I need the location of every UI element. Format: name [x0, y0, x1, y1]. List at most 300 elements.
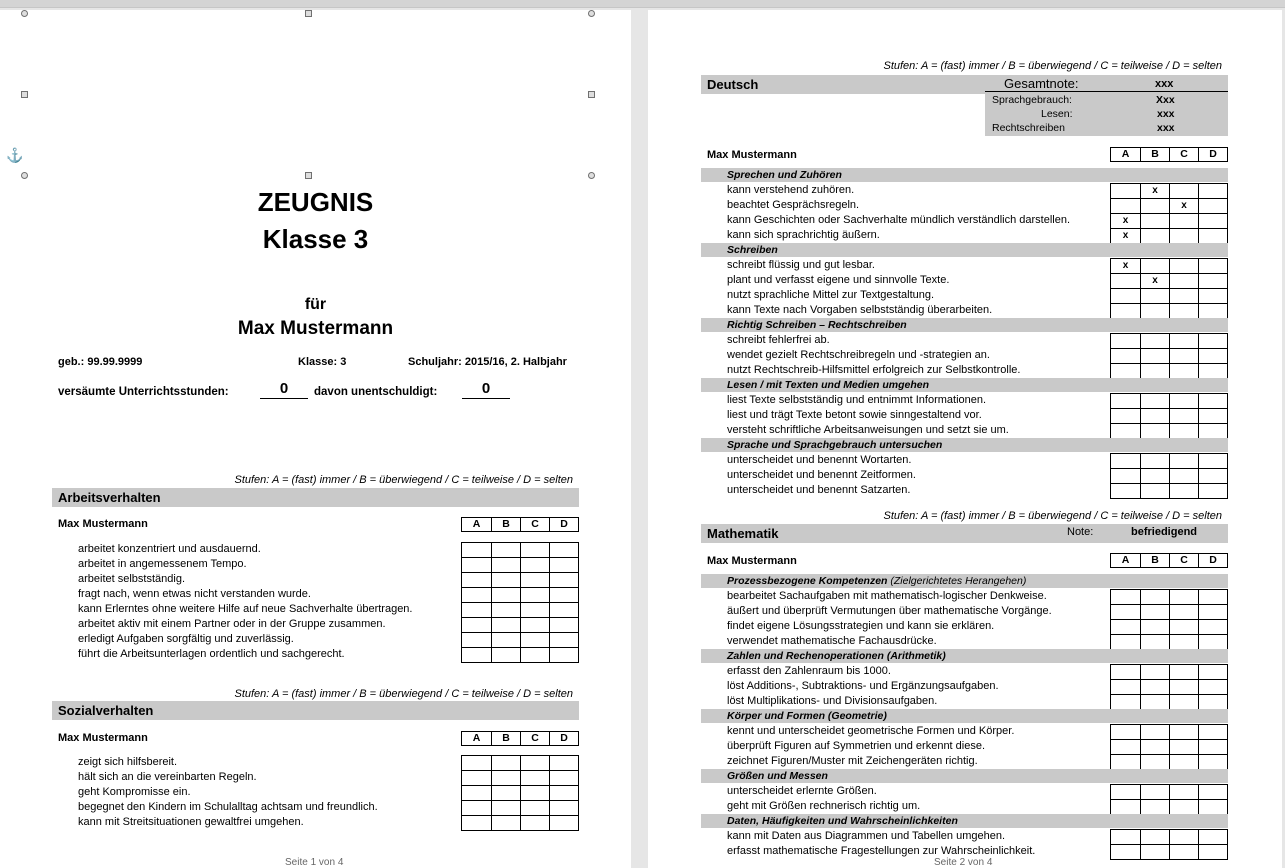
grade-header-a: A	[1121, 148, 1130, 160]
scale-legend: Stufen: A = (fast) immer / B = überwiegend / C = teilweise / D = selten	[234, 688, 573, 700]
grade-cell-b[interactable]	[1140, 259, 1169, 273]
grade-cell-b[interactable]	[1140, 409, 1169, 423]
grade-header-c: C	[1169, 554, 1198, 567]
grade-header	[461, 731, 579, 746]
grade-grid	[1110, 664, 1228, 710]
criterion-text: arbeitet in angemessenem Tempo.	[78, 558, 247, 570]
grade-cell-d[interactable]	[549, 543, 578, 557]
category-header	[701, 649, 1228, 663]
math-grade-label: Note:	[1067, 526, 1094, 538]
grade-cell-c[interactable]	[1169, 334, 1198, 348]
criterion-text: liest Texte selbstständig und entnimmt Informationen.	[727, 394, 987, 406]
grade-cell-a[interactable]: x	[1122, 230, 1129, 241]
grade-cell-b[interactable]	[491, 756, 520, 770]
grade-cell-b[interactable]	[1140, 635, 1169, 649]
grade-cell-a[interactable]	[1111, 590, 1140, 604]
grade-cell-b[interactable]	[491, 801, 520, 815]
criterion-text: arbeitet selbstständig.	[78, 573, 186, 585]
grade-grid	[1110, 258, 1228, 319]
grade-cell-a[interactable]	[1111, 605, 1140, 619]
grade-cell-b[interactable]	[491, 771, 520, 785]
grade-cell-d[interactable]	[1198, 605, 1227, 619]
grade-cell-c[interactable]	[1169, 364, 1198, 378]
grade-cell-a[interactable]	[1111, 800, 1140, 814]
grade-cell-c[interactable]	[520, 633, 549, 647]
grade-cell-d[interactable]	[1198, 620, 1227, 634]
grade-cell-d[interactable]	[1198, 304, 1227, 318]
grade-cell-d[interactable]	[549, 801, 578, 815]
grade-cell-b[interactable]	[1140, 620, 1169, 634]
grade-cell-a[interactable]	[1111, 454, 1140, 468]
subgrade-value: Xxx	[1156, 94, 1175, 106]
resize-handle-right[interactable]	[588, 91, 595, 98]
category-title: Prozessbezogene Kompetenzen	[727, 575, 888, 587]
grade-cell-c[interactable]	[520, 801, 549, 815]
for-label: für	[304, 296, 327, 313]
grade-row	[1111, 800, 1227, 815]
grade-cell-a[interactable]	[462, 633, 491, 647]
class-info: Klasse: 3	[298, 356, 347, 368]
resize-handle-bottom-right[interactable]	[588, 172, 595, 179]
criterion-text: unterscheidet erlernte Größen.	[727, 785, 877, 797]
resize-handle-bottom-left[interactable]	[21, 172, 28, 179]
grade-cell-c[interactable]	[1169, 785, 1198, 799]
grade-cell-a[interactable]	[462, 648, 491, 662]
subgrade-label: Lesen:	[1041, 108, 1073, 120]
grade-row	[462, 573, 578, 588]
criterion-text: äußert und überprüft Vermutungen über mathematische Vorgänge.	[727, 605, 1052, 617]
category-header	[701, 438, 1228, 452]
grade-header-c: C	[520, 732, 549, 745]
grade-cell-c[interactable]	[1169, 695, 1198, 709]
grade-cell-a[interactable]	[462, 573, 491, 587]
document-page-1	[0, 10, 631, 868]
grade-cell-b[interactable]	[1140, 394, 1169, 408]
criterion-text: geht Kompromisse ein.	[78, 786, 191, 798]
criterion-text: zeigt sich hilfsbereit.	[78, 756, 178, 768]
grade-row	[462, 756, 578, 771]
grade-cell-c[interactable]	[520, 543, 549, 557]
resize-handle-top-left[interactable]	[21, 10, 28, 17]
category-title: Schreiben	[727, 244, 778, 256]
grade-cell-a[interactable]	[462, 786, 491, 800]
grade-cell-d[interactable]	[1198, 229, 1227, 243]
grade-cell-b[interactable]	[1140, 424, 1169, 438]
grade-cell-c[interactable]	[1169, 740, 1198, 754]
overall-grade-value: xxx	[1155, 78, 1174, 90]
grade-cell-a[interactable]	[1111, 364, 1140, 378]
grade-cell-c[interactable]	[520, 573, 549, 587]
grade-cell-b[interactable]	[1140, 845, 1169, 859]
grade-cell-c[interactable]	[520, 603, 549, 617]
grade-header-a: A	[472, 518, 481, 530]
criterion-text: arbeitet aktiv mit einem Partner oder in der Gruppe zusammen.	[78, 618, 386, 630]
grade-cell-d[interactable]	[1198, 364, 1227, 378]
grade-cell-b[interactable]	[491, 633, 520, 647]
grade-cell-c[interactable]	[1169, 605, 1198, 619]
grade-cell-b[interactable]	[1140, 454, 1169, 468]
criterion-text: erledigt Aufgaben sorgfältig und zuverlässig.	[78, 633, 294, 645]
grade-cell-b[interactable]	[491, 543, 520, 557]
grade-cell-a[interactable]	[1111, 830, 1140, 844]
criterion-text: wendet gezielt Rechtschreibregeln und -strategien an.	[727, 349, 990, 361]
grade-cell-a[interactable]	[1111, 289, 1140, 303]
grade-row	[1111, 184, 1227, 199]
grade-cell-b[interactable]	[1140, 740, 1169, 754]
criterion-text: erfasst mathematische Fragestellungen zur Wahrscheinlichkeit.	[727, 845, 1036, 857]
grade-cell-a[interactable]	[1111, 484, 1140, 498]
grade-cell-b[interactable]	[1140, 605, 1169, 619]
grade-cell-a[interactable]	[1111, 695, 1140, 709]
grade-cell-d[interactable]	[1198, 199, 1227, 213]
grade-cell-d[interactable]	[1198, 424, 1227, 438]
grade-cell-b[interactable]	[491, 603, 520, 617]
grade-cell-a[interactable]	[1111, 184, 1140, 198]
grade-cell-d[interactable]	[1198, 289, 1227, 303]
criterion-text: unterscheidet und benennt Wortarten.	[727, 454, 912, 466]
grade-cell-a[interactable]	[1111, 409, 1140, 423]
grade-cell-b[interactable]	[1140, 680, 1169, 694]
grade-cell-a[interactable]	[1111, 349, 1140, 363]
grade-row	[1111, 424, 1227, 439]
grade-cell-c[interactable]	[520, 771, 549, 785]
grade-cell-b[interactable]	[491, 573, 520, 587]
grade-cell-c[interactable]	[1169, 409, 1198, 423]
grade-cell-b[interactable]	[1140, 785, 1169, 799]
grade-row	[462, 633, 578, 648]
section-student-name: Max Mustermann	[58, 518, 148, 530]
grade-cell-a[interactable]	[462, 588, 491, 602]
missed-lessons-label: versäumte Unterrichtsstunden:	[58, 386, 229, 398]
grade-cell-d[interactable]	[549, 648, 578, 662]
grade-cell-c[interactable]	[520, 588, 549, 602]
grade-cell-d[interactable]	[549, 573, 578, 587]
grade-cell-c[interactable]	[520, 756, 549, 770]
grade-cell-a[interactable]	[1111, 665, 1140, 679]
grade-header-d: D	[549, 518, 578, 531]
grade-cell-d[interactable]	[1198, 680, 1227, 694]
grade-row	[462, 558, 578, 573]
grade-cell-b[interactable]	[1140, 349, 1169, 363]
grade-cell-b[interactable]	[1140, 800, 1169, 814]
category-title: Zahlen und Rechenoperationen (Arithmetik)	[727, 650, 946, 662]
grade-cell-d[interactable]	[549, 558, 578, 572]
grade-row	[1111, 620, 1227, 635]
grade-cell-d[interactable]	[1198, 785, 1227, 799]
grade-cell-d[interactable]	[1198, 830, 1227, 844]
grade-cell-d[interactable]	[1198, 755, 1227, 769]
grade-cell-d[interactable]	[549, 603, 578, 617]
criterion-text: verwendet mathematische Fachausdrücke.	[727, 635, 937, 647]
grade-cell-a[interactable]	[1111, 334, 1140, 348]
grade-cell-a[interactable]	[462, 543, 491, 557]
grade-row	[1111, 409, 1227, 424]
grade-cell-c[interactable]	[1169, 349, 1198, 363]
grade-cell-c[interactable]	[1169, 484, 1198, 498]
grade-cell-a[interactable]: x	[1122, 215, 1129, 226]
grade-cell-a[interactable]	[1111, 304, 1140, 318]
grade-cell-d[interactable]	[1198, 740, 1227, 754]
grade-cell-c[interactable]	[1169, 590, 1198, 604]
criterion-text: erfasst den Zahlenraum bis 1000.	[727, 665, 891, 677]
page-footer: Seite 2 von 4	[934, 857, 993, 868]
grade-cell-d[interactable]	[1198, 274, 1227, 288]
grade-cell-d[interactable]	[1198, 725, 1227, 739]
grade-cell-a[interactable]: x	[1122, 260, 1129, 271]
grade-cell-c[interactable]	[1169, 454, 1198, 468]
grade-cell-b[interactable]	[1140, 289, 1169, 303]
grade-cell-c[interactable]	[520, 816, 549, 830]
grade-row	[1111, 484, 1227, 499]
grade-row	[462, 801, 578, 816]
grade-row	[1111, 394, 1227, 409]
grade-cell-b[interactable]	[1140, 755, 1169, 769]
criterion-text: unterscheidet und benennt Satzarten.	[727, 484, 911, 496]
grade-cell-c[interactable]	[1169, 229, 1198, 243]
grade-cell-d[interactable]	[1198, 394, 1227, 408]
grade-row	[1111, 695, 1227, 710]
grade-cell-d[interactable]	[1198, 590, 1227, 604]
category-header	[701, 378, 1228, 392]
criterion-text: hält sich an die vereinbarten Regeln.	[78, 771, 257, 783]
grade-cell-b[interactable]	[1140, 334, 1169, 348]
grade-header-b: B	[1140, 554, 1169, 567]
unexcused-value: 0	[462, 380, 510, 399]
grade-cell-d[interactable]	[549, 786, 578, 800]
grade-cell-a[interactable]	[1111, 755, 1140, 769]
grade-cell-c[interactable]	[1169, 845, 1198, 859]
grade-cell-b[interactable]	[1140, 695, 1169, 709]
grade-cell-a[interactable]	[1111, 274, 1140, 288]
subgrade-value: xxx	[1157, 122, 1175, 134]
grade-cell-c[interactable]	[1169, 830, 1198, 844]
grade-grid	[1110, 829, 1228, 860]
grade-cell-b[interactable]	[1140, 590, 1169, 604]
grade-cell-c[interactable]: x	[1169, 199, 1198, 213]
category-header	[701, 709, 1228, 723]
grade-cell-a[interactable]	[1111, 199, 1140, 213]
grade-cell-b[interactable]	[1140, 484, 1169, 498]
grade-cell-b[interactable]	[1140, 364, 1169, 378]
grade-cell-c[interactable]	[1169, 665, 1198, 679]
grade-cell-c[interactable]	[520, 558, 549, 572]
grade-cell-b[interactable]	[1140, 830, 1169, 844]
criterion-text: kann verstehend zuhören.	[727, 184, 855, 196]
section-student-name: Max Mustermann	[707, 149, 797, 161]
grade-cell-a[interactable]	[1111, 635, 1140, 649]
grade-cell-b[interactable]	[491, 786, 520, 800]
grade-header	[1110, 147, 1228, 162]
missed-lessons-value: 0	[260, 380, 308, 399]
grade-grid	[1110, 784, 1228, 815]
grade-header-d: D	[1198, 148, 1227, 161]
grade-cell-b[interactable]	[1140, 725, 1169, 739]
grade-row	[1111, 214, 1227, 229]
school-year: Schuljahr: 2015/16, 2. Halbjahr	[408, 356, 567, 368]
criterion-text: liest und trägt Texte betont sowie sinngestaltend vor.	[727, 409, 982, 421]
grade-cell-a[interactable]	[1111, 424, 1140, 438]
grade-row	[462, 771, 578, 786]
grade-cell-c[interactable]	[1169, 289, 1198, 303]
grade-cell-b[interactable]	[491, 648, 520, 662]
grade-cell-b[interactable]	[491, 588, 520, 602]
grade-cell-a[interactable]	[462, 558, 491, 572]
grade-cell-d[interactable]	[1198, 454, 1227, 468]
grade-header-c: C	[1169, 148, 1198, 161]
resize-handle-top-right[interactable]	[588, 10, 595, 17]
grade-cell-b[interactable]	[491, 558, 520, 572]
grade-cell-d[interactable]	[1198, 334, 1227, 348]
report-title: ZEUGNIS	[257, 187, 374, 217]
grade-cell-d[interactable]	[1198, 184, 1227, 198]
resize-handle-left[interactable]	[21, 91, 28, 98]
grade-cell-c[interactable]	[1169, 304, 1198, 318]
grade-grid	[1110, 724, 1228, 770]
grade-cell-b[interactable]	[1140, 469, 1169, 483]
category-header	[701, 814, 1228, 828]
grade-cell-d[interactable]	[1198, 484, 1227, 498]
grade-cell-c[interactable]	[1169, 259, 1198, 273]
grade-row	[1111, 845, 1227, 860]
category-header	[701, 243, 1228, 257]
grade-cell-a[interactable]	[462, 801, 491, 815]
document-page-2	[648, 10, 1282, 868]
category-title: Größen und Messen	[727, 770, 828, 782]
grade-cell-c[interactable]	[520, 648, 549, 662]
grade-cell-b[interactable]	[491, 816, 520, 830]
grade-row	[1111, 665, 1227, 680]
grade-row	[1111, 740, 1227, 755]
grade-row	[1111, 274, 1227, 289]
grade-cell-b[interactable]	[1140, 304, 1169, 318]
criterion-text: begegnet den Kindern im Schulalltag achtsam und freundlich.	[78, 801, 378, 813]
grade-row	[462, 648, 578, 663]
grade-cell-a[interactable]	[1111, 845, 1140, 859]
grade-cell-a[interactable]	[1111, 394, 1140, 408]
criterion-text: nutzt Rechtschreib-Hilfsmittel erfolgreich zur Selbstkontrolle.	[727, 364, 1021, 376]
category-header	[701, 168, 1228, 182]
criterion-text: löst Additions-, Subtraktions- und Ergänzungsaufgaben.	[727, 680, 999, 692]
grade-cell-d[interactable]	[1198, 259, 1227, 273]
grade-cell-d[interactable]	[1198, 800, 1227, 814]
grade-cell-d[interactable]	[1198, 469, 1227, 483]
criterion-text: kennt und unterscheidet geometrische Formen und Körper.	[727, 725, 1015, 737]
grade-cell-c[interactable]	[1169, 800, 1198, 814]
criterion-text: kann Texte nach Vorgaben selbstständig überarbeiten.	[727, 304, 993, 316]
grade-cell-a[interactable]	[1111, 725, 1140, 739]
resize-handle-top[interactable]	[305, 10, 312, 17]
resize-handle-bottom[interactable]	[305, 172, 312, 179]
section-header-arbeitsverhalten	[52, 488, 579, 507]
grade-cell-c[interactable]	[1169, 274, 1198, 288]
grade-cell-c[interactable]	[520, 786, 549, 800]
grade-cell-d[interactable]	[1198, 845, 1227, 859]
math-grade-value: befriedigend	[1131, 526, 1198, 538]
grade-row	[462, 588, 578, 603]
grade-cell-d[interactable]	[549, 588, 578, 602]
grade-cell-d[interactable]	[549, 633, 578, 647]
criterion-text: kann mit Streitsituationen gewaltfrei umgehen.	[78, 816, 304, 828]
grade-row	[1111, 725, 1227, 740]
criterion-text: unterscheidet und benennt Zeitformen.	[727, 469, 916, 481]
grade-cell-a[interactable]	[462, 618, 491, 632]
grade-cell-a[interactable]	[462, 603, 491, 617]
section-student-name: Max Mustermann	[707, 555, 797, 567]
grade-row	[1111, 469, 1227, 484]
grade-cell-c[interactable]	[1169, 755, 1198, 769]
grade-cell-a[interactable]	[1111, 785, 1140, 799]
grade-cell-d[interactable]	[1198, 635, 1227, 649]
grade-cell-b[interactable]	[1140, 229, 1169, 243]
grade-header-a: A	[472, 732, 481, 744]
grade-row	[462, 816, 578, 831]
anchor-icon[interactable]: ⚓	[6, 147, 24, 163]
grade-cell-a[interactable]	[1111, 469, 1140, 483]
grade-cell-d[interactable]	[1198, 409, 1227, 423]
section-title: Deutsch	[707, 77, 759, 92]
grade-cell-b[interactable]: x	[1140, 184, 1169, 198]
grade-cell-c[interactable]	[1169, 214, 1198, 228]
grade-cell-a[interactable]	[1111, 740, 1140, 754]
criterion-text: fragt nach, wenn etwas nicht verstanden wurde.	[78, 588, 311, 600]
grade-cell-b[interactable]	[491, 618, 520, 632]
grade-cell-a[interactable]	[462, 816, 491, 830]
grade-cell-b[interactable]	[1140, 214, 1169, 228]
section-title: Sozialverhalten	[58, 703, 154, 718]
grade-cell-d[interactable]	[1198, 214, 1227, 228]
grade-cell-c[interactable]	[1169, 469, 1198, 483]
grade-header	[1110, 553, 1228, 568]
grade-row	[1111, 229, 1227, 244]
grade-cell-c[interactable]	[1169, 184, 1198, 198]
grade-cell-b[interactable]	[1140, 665, 1169, 679]
section-title: Mathematik	[707, 526, 779, 541]
section-student-name: Max Mustermann	[58, 732, 148, 744]
grade-cell-d[interactable]	[549, 756, 578, 770]
grade-cell-d[interactable]	[1198, 665, 1227, 679]
criterion-text: versteht schriftliche Arbeitsanweisungen und setzt sie um.	[727, 424, 1009, 436]
grade-cell-b[interactable]	[1140, 199, 1169, 213]
grade-cell-a[interactable]	[1111, 620, 1140, 634]
grade-row	[1111, 785, 1227, 800]
grade-cell-b[interactable]: x	[1140, 274, 1169, 288]
grade-cell-c[interactable]	[520, 618, 549, 632]
grade-cell-c[interactable]	[1169, 620, 1198, 634]
grade-cell-d[interactable]	[1198, 695, 1227, 709]
grade-cell-d[interactable]	[549, 771, 578, 785]
grade-cell-c[interactable]	[1169, 424, 1198, 438]
grade-grid	[1110, 453, 1228, 499]
overall-grade-label: Gesamtnote:	[1004, 76, 1079, 91]
grade-cell-a[interactable]	[1111, 680, 1140, 694]
category-title: Lesen / mit Texten und Medien umgehen	[727, 379, 930, 391]
grade-cell-c[interactable]	[1169, 635, 1198, 649]
grade-cell-c[interactable]	[1169, 680, 1198, 694]
grade-cell-c[interactable]	[1169, 394, 1198, 408]
grade-cell-c[interactable]	[1169, 725, 1198, 739]
grade-cell-a[interactable]	[462, 771, 491, 785]
criterion-text: führt die Arbeitsunterlagen ordentlich und sachgerecht.	[78, 648, 345, 660]
grade-cell-d[interactable]	[549, 816, 578, 830]
grade-cell-d[interactable]	[549, 618, 578, 632]
grade-row	[462, 618, 578, 633]
grade-header-b: B	[491, 732, 520, 745]
grade-row	[1111, 259, 1227, 274]
grade-row	[1111, 635, 1227, 650]
grade-cell-d[interactable]	[1198, 349, 1227, 363]
grade-cell-a[interactable]	[462, 756, 491, 770]
subgrade-value: xxx	[1157, 108, 1175, 120]
